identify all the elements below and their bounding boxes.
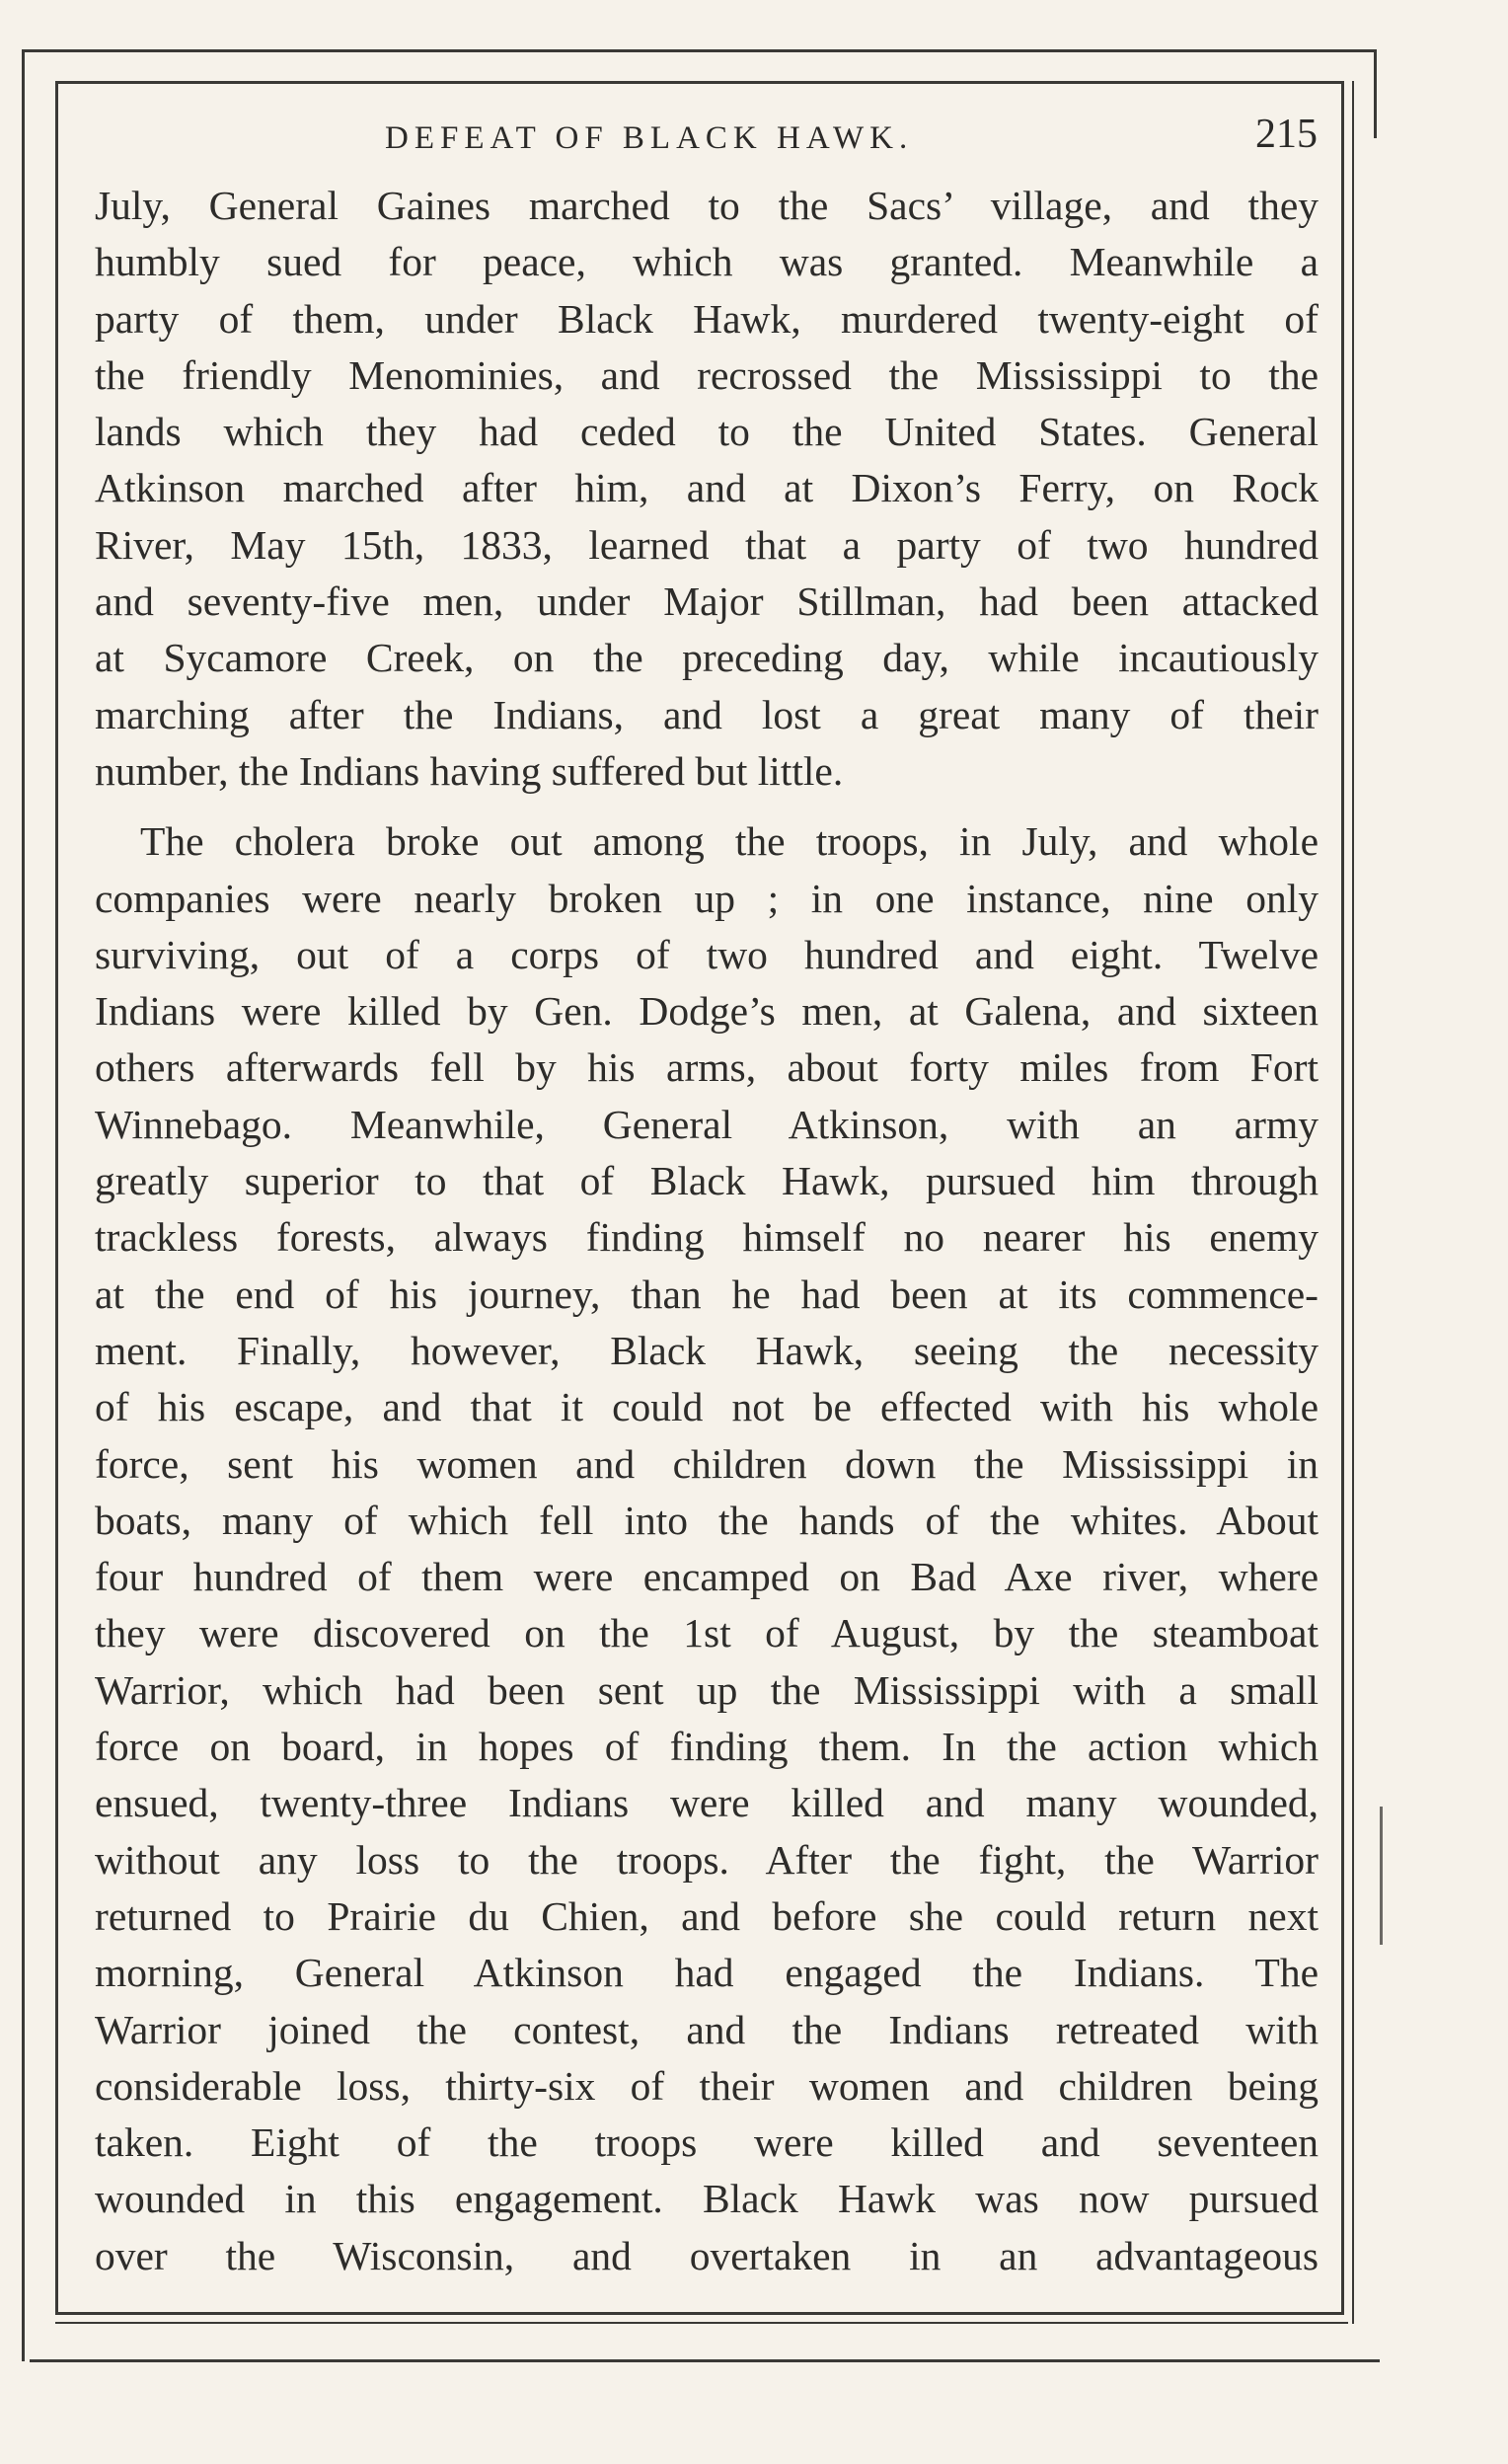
text-line: ment. Finally, however, Black Hawk, seeing the necessity xyxy=(95,1327,1319,1373)
inner-border-right-double-rule xyxy=(1352,81,1354,2324)
text-line: and seventy-five men, under Major Stillman, had been attacked xyxy=(95,578,1319,625)
paragraph-2 xyxy=(95,813,1319,2284)
page-header xyxy=(89,111,1318,170)
text-line: humbly sued for peace, which was granted. Meanwhile a xyxy=(95,239,1319,285)
text-line: Atkinson marched after him, and at Dixon’s Ferry, on Rock xyxy=(95,465,1319,511)
text-line: marching after the Indians, and lost a great many of their xyxy=(95,691,1319,737)
text-line: Indians were killed by Gen. Dodge’s men, at Galena, and sixteen xyxy=(95,988,1319,1035)
text-line: of his escape, and that it could not be effected with his whole xyxy=(95,1384,1319,1430)
page-number: 215 xyxy=(1255,112,1318,157)
text-line: without any loss to the troops. After the fight, the Warrior xyxy=(95,1836,1319,1883)
text-line: the friendly Menominies, and recrossed the Mississippi to the xyxy=(95,351,1319,398)
text-line: over the Wisconsin, and overtaken in an advantageous xyxy=(95,2232,1319,2278)
inner-border-bottom-double-rule xyxy=(55,2322,1348,2324)
text-line: River, May 15th, 1833, learned that a party of two hundred xyxy=(95,521,1319,568)
outer-frame-bottom-rule xyxy=(30,2359,1380,2362)
text-line: they were discovered on the 1st of August, by the steamboat xyxy=(95,1610,1319,1656)
text-line: returned to Prairie du Chien, and before she could return next xyxy=(95,1892,1319,1939)
text-line: Winnebago. Meanwhile, General Atkinson, with an army xyxy=(95,1101,1319,1147)
text-line: number, the Indians having suffered but little. xyxy=(95,747,844,794)
text-line: morning, General Atkinson had engaged the Indians. The xyxy=(95,1950,1319,1996)
outer-frame-top-rule xyxy=(22,49,1377,52)
page-body xyxy=(95,178,1319,2284)
text-line: wounded in this engagement. Black Hawk was now pursued xyxy=(95,2176,1319,2222)
text-line: The cholera broke out among the troops, in July, and whole xyxy=(140,818,1319,865)
text-line: July, General Gaines marched to the Sacs’ village, and they xyxy=(95,183,1319,228)
outer-frame-left-rule xyxy=(22,49,25,2361)
text-line: greatly superior to that of Black Hawk, pursued him through xyxy=(95,1158,1319,1204)
text-line: four hundred of them were encamped on Bad Axe river, where xyxy=(95,1554,1319,1600)
text-line: companies were nearly broken up ; in one instance, nine only xyxy=(95,875,1319,921)
paragraph-1 xyxy=(95,178,1319,800)
text-line: at Sycamore Creek, on the preceding day, while incautiously xyxy=(95,635,1319,681)
text-line: Warrior joined the contest, and the Indians retreated with xyxy=(95,2006,1319,2052)
text-line: force, sent his women and children down the Mississippi in xyxy=(95,1440,1319,1487)
outer-frame-right-rule-fragment xyxy=(1380,1807,1383,1945)
text-line: ensued, twenty-three Indians were killed and many wounded, xyxy=(95,1780,1319,1826)
text-line: trackless forests, always finding himself no nearer his enemy xyxy=(95,1214,1319,1261)
text-line: taken. Eight of the troops were killed and seventeen xyxy=(95,2119,1319,2166)
text-line: lands which they had ceded to the United States. General xyxy=(95,409,1319,455)
text-line: boats, many of which fell into the hands of the whites. About xyxy=(95,1497,1319,1543)
text-line: Warrior, which had been sent up the Mississippi with a small xyxy=(95,1666,1319,1713)
text-line: at the end of his journey, than he had been at its commence- xyxy=(95,1270,1319,1317)
text-line: party of them, under Black Hawk, murdered twenty-eight of xyxy=(95,295,1319,342)
running-head: DEFEAT OF BLACK HAWK. xyxy=(385,120,914,156)
text-line: considerable loss, thirty-six of their women and children being xyxy=(95,2062,1319,2109)
text-line: force on board, in hopes of finding them. In the action which xyxy=(95,1724,1319,1770)
outer-frame-right-rule xyxy=(1374,49,1377,138)
text-line: others afterwards fell by his arms, about forty miles from Fort xyxy=(95,1044,1319,1091)
text-line: surviving, out of a corps of two hundred and eight. Twelve xyxy=(95,931,1319,977)
